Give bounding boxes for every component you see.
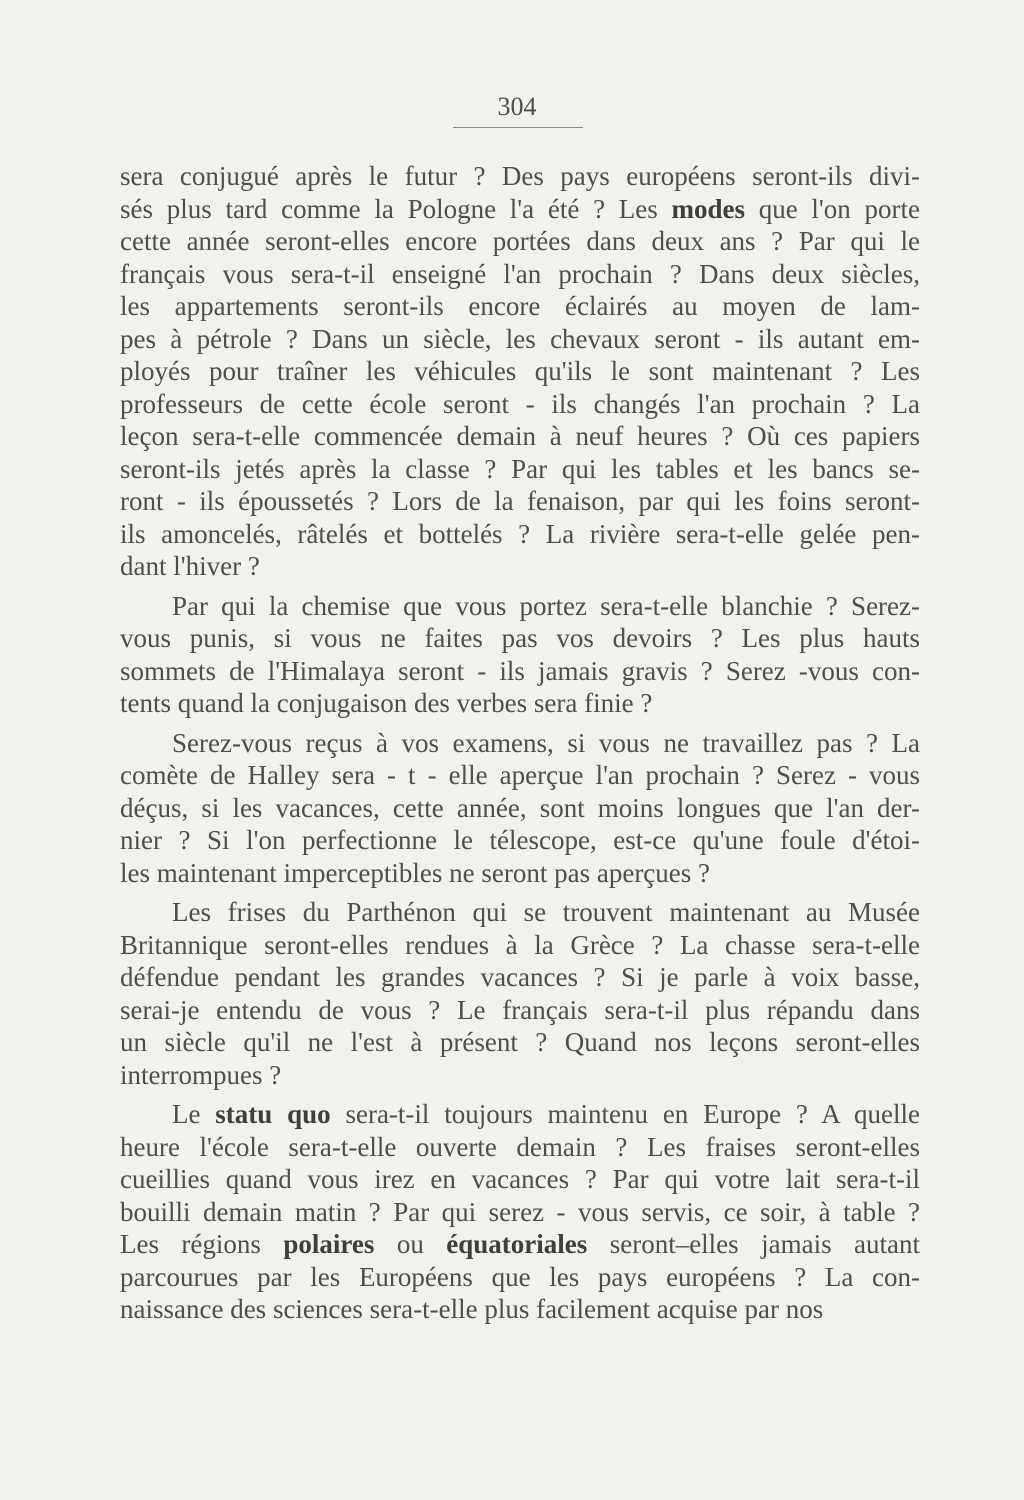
text-segment: les maintenant imperceptibles ne seront pas aperçues ? [120, 857, 711, 888]
paragraph [120, 896, 920, 1091]
text-line [120, 792, 920, 825]
text-segment: Le [172, 1099, 216, 1129]
text-segment: interrompues ? [120, 1059, 282, 1090]
text-line [120, 1098, 920, 1131]
text-line [120, 687, 920, 720]
text-segment: ou [374, 1229, 447, 1259]
text-segment: seront–elles jamais autant [587, 1229, 920, 1259]
text-segment: Les régions [120, 1229, 284, 1259]
text-line [120, 1196, 920, 1229]
text-line [120, 1131, 920, 1164]
text-line [120, 355, 920, 388]
text-segment: français vous sera-t-il enseigné l'an prochain ? Dans deux siècles, [120, 258, 920, 289]
text-line [120, 160, 920, 193]
text-segment: sés plus tard comme la Pologne l'a été ? Les [120, 193, 672, 224]
bold-term: polaires [283, 1229, 375, 1259]
text-segment: Les frises du Parthénon qui se trouvent maintenant au Musée [172, 897, 920, 927]
text-segment: Par qui la chemise que vous portez sera-t-elle blanchie ? Serez- [172, 590, 920, 621]
text-line [120, 961, 920, 994]
text-segment: ront - ils époussetés ? Lors de la fenaison, par qui les foins seront- [120, 486, 920, 516]
text-segment: Serez-vous reçus à vos examens, si vous ne travaillez pas ? La [172, 727, 920, 758]
text-line [120, 1163, 920, 1196]
text-line [120, 258, 920, 291]
text-line [120, 420, 920, 453]
text-segment: ils amoncelés, râtelés et bottelés ? La rivière sera-t-elle gelée pen- [120, 518, 920, 549]
text-line [120, 193, 920, 226]
text-line [120, 1059, 920, 1092]
text-segment: parcourues par les Européens que les pays européens ? La con- [120, 1261, 920, 1292]
text-segment: cette année seront-elles encore portées dans deux ans ? Par qui le [120, 226, 920, 256]
bold-term: statu quo [215, 1099, 331, 1129]
text-segment: que l'on porte [745, 193, 920, 224]
text-segment: sera-t-il toujours maintenu en Europe ? A quelle [330, 1099, 920, 1129]
text-segment: comète de Halley sera - t - elle aperçue l'an prochain ? Serez - vous [120, 760, 920, 790]
paragraph [120, 727, 920, 890]
text-line [120, 388, 920, 421]
page-number: 304 [497, 92, 537, 121]
text-line [120, 727, 920, 760]
paragraph [120, 160, 920, 583]
text-line [120, 655, 920, 688]
text-segment: vous punis, si vous ne faites pas vos devoirs ? Les plus hauts [120, 623, 920, 653]
text-line [120, 1293, 920, 1326]
header-rule [453, 127, 583, 128]
text-segment: nier ? Si l'on perfectionne le télescope, est-ce qu'une foule d'étoi- [120, 825, 920, 855]
text-segment: ployés pour traîner les véhicules qu'ils le sont maintenant ? Les [120, 356, 920, 386]
text-line [120, 550, 920, 583]
text-segment: sommets de l'Himalaya seront - ils jamais gravis ? Serez -vous con- [120, 655, 920, 686]
text-segment: leçon sera-t-elle commencée demain à neuf heures ? Où ces papiers [120, 421, 920, 451]
text-line [120, 323, 920, 356]
text-segment: seront-ils jetés après la classe ? Par qui les tables et les bancs se- [120, 453, 920, 484]
text-line [120, 485, 920, 518]
text-line [120, 1228, 920, 1261]
text-segment: défendue pendant les grandes vacances ? Si je parle à voix basse, [120, 962, 920, 992]
text-segment: dant l'hiver ? [120, 551, 260, 581]
bold-term: équatoriales [446, 1229, 588, 1259]
text-segment: naissance des sciences sera-t-elle plus facilement acquise par nos [120, 1294, 824, 1324]
text-segment: pes à pétrole ? Dans un siècle, les chevaux seront - ils autant em- [120, 323, 920, 354]
text-line [120, 290, 920, 323]
text-segment: déçus, si les vacances, cette année, sont moins longues que l'an der- [120, 792, 920, 823]
paragraph [120, 590, 920, 720]
text-segment: cueillies quand vous irez en vacances ? Par qui votre lait sera-t-il [120, 1164, 920, 1194]
text-segment: tents quand la conjugaison des verbes sera finie ? [120, 688, 653, 718]
text-line [120, 518, 920, 551]
text-line [120, 622, 920, 655]
text-segment: serai-je entendu de vous ? Le français sera-t-il plus répandu dans [120, 994, 920, 1025]
text-segment: un siècle qu'il ne l'est à présent ? Quand nos leçons seront-elles [120, 1027, 920, 1057]
text-line [120, 896, 920, 929]
text-line [120, 453, 920, 486]
text-line [120, 1026, 920, 1059]
text-line [120, 994, 920, 1027]
paragraph [120, 1098, 920, 1326]
bold-term: modes [671, 193, 745, 224]
text-segment: Britannique seront-elles rendues à la Grèce ? La chasse sera-t-elle [120, 929, 920, 960]
text-line [120, 225, 920, 258]
text-segment: sera conjugué après le futur ? Des pays européens seront-ils divi- [120, 161, 920, 191]
text-segment: heure l'école sera-t-elle ouverte demain ? Les fraises seront-elles [120, 1131, 920, 1162]
text-segment: professeurs de cette école seront - ils changés l'an prochain ? La [120, 388, 920, 419]
text-line [120, 929, 920, 962]
text-line [120, 1261, 920, 1294]
text-segment: les appartements seront-ils encore éclairés au moyen de lam- [120, 291, 920, 321]
text-line [120, 824, 920, 857]
text-line [120, 759, 920, 792]
text-line [120, 857, 920, 890]
text-segment: bouilli demain matin ? Par qui serez - vous servis, ce soir, à table ? [120, 1196, 920, 1227]
body-text [120, 160, 920, 1333]
text-line [120, 590, 920, 623]
